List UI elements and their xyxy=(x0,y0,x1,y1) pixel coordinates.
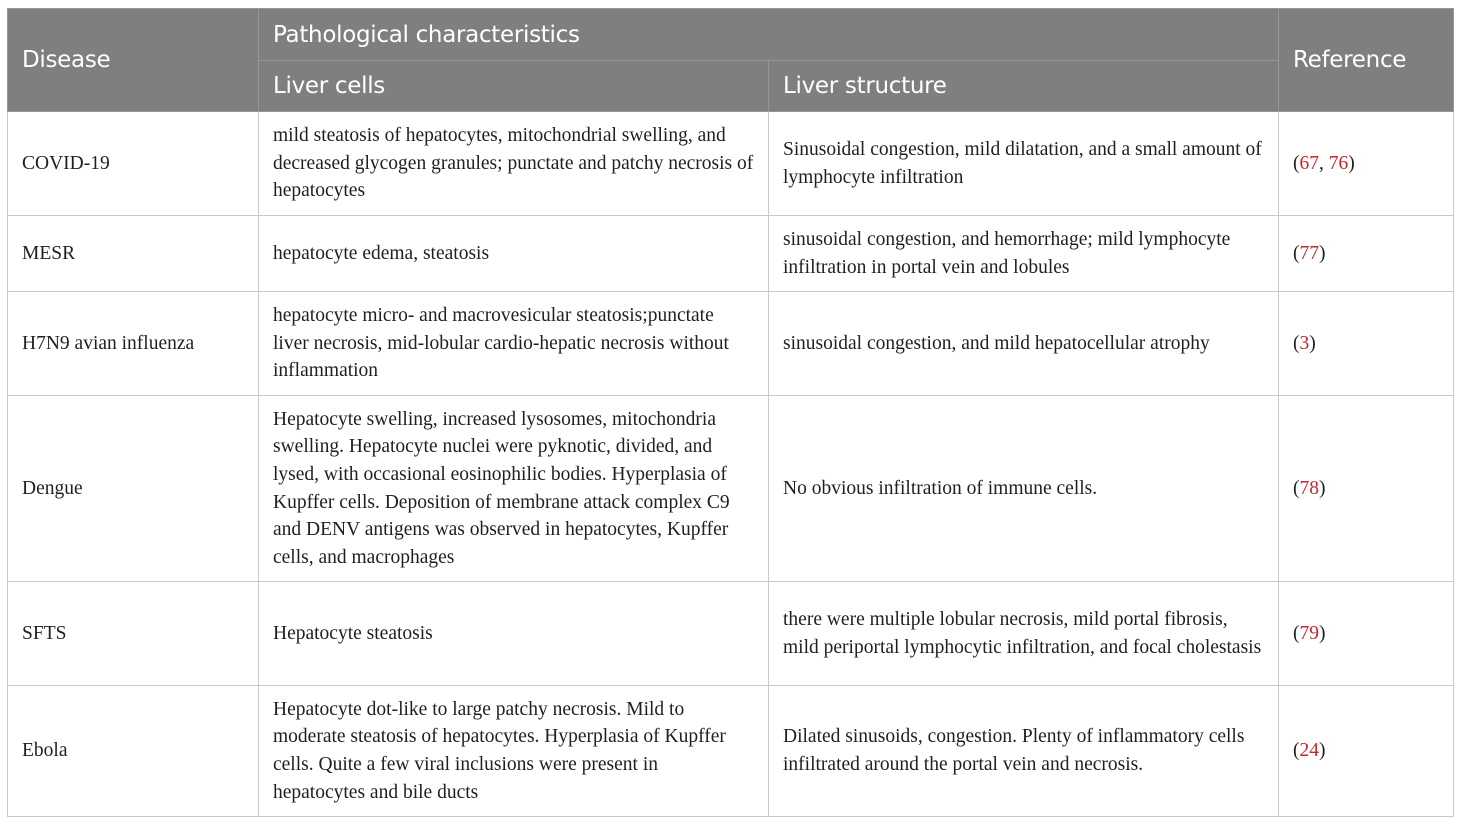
cell-disease: Ebola xyxy=(8,686,259,817)
cell-disease: MESR xyxy=(8,216,259,292)
header-reference: Reference xyxy=(1279,9,1454,112)
ref-open-paren: ( xyxy=(1293,740,1300,762)
header-row-1 xyxy=(8,9,1454,61)
cell-reference xyxy=(1279,686,1454,817)
table-row xyxy=(8,582,1454,686)
header-liver-cells: Liver cells xyxy=(259,61,769,112)
cell-liver-structure: sinusoidal congestion, and mild hepatocellular atrophy xyxy=(769,292,1279,396)
table-row xyxy=(8,112,1454,216)
pathology-table xyxy=(7,8,1454,817)
ref-open-paren: ( xyxy=(1293,152,1300,174)
cell-liver-structure: Sinusoidal congestion, mild dilatation, and a small amount of lymphocyte infiltration xyxy=(769,112,1279,216)
table-row xyxy=(8,292,1454,396)
ref-close-paren: ) xyxy=(1309,332,1316,354)
table-header xyxy=(8,9,1454,112)
cell-liver-cells: Hepatocyte swelling, increased lysosomes, mitochondria swelling. Hepatocyte nuclei were pyknotic, divided, and lysed, with occasional eosinophilic bodies. Hyperplasia of Kupffer cells. Deposition of membrane attack complex C9 and DENV antigens was observed in hepatocytes, Kupffer cells, and macrophages xyxy=(259,396,769,582)
table-body xyxy=(8,112,1454,817)
reference-link[interactable]: 67 xyxy=(1299,152,1320,174)
ref-close-paren: ) xyxy=(1319,622,1326,644)
cell-reference xyxy=(1279,582,1454,686)
cell-disease: Dengue xyxy=(8,396,259,582)
reference-link[interactable]: 76 xyxy=(1328,152,1349,174)
cell-reference xyxy=(1279,216,1454,292)
cell-liver-cells: Hepatocyte steatosis xyxy=(259,582,769,686)
table-row xyxy=(8,396,1454,582)
cell-liver-cells: hepatocyte edema, steatosis xyxy=(259,216,769,292)
ref-open-paren: ( xyxy=(1293,477,1300,499)
header-pathological-characteristics: Pathological characteristics xyxy=(259,9,1279,61)
cell-liver-structure: sinusoidal congestion, and hemorrhage; mild lymphocyte infiltration in portal vein and lobules xyxy=(769,216,1279,292)
ref-open-paren: ( xyxy=(1293,622,1300,644)
ref-close-paren: ) xyxy=(1319,242,1326,264)
cell-liver-cells: mild steatosis of hepatocytes, mitochondrial swelling, and decreased glycogen granules; punctate and patchy necrosis of hepatocytes xyxy=(259,112,769,216)
table-row xyxy=(8,686,1454,817)
ref-close-paren: ) xyxy=(1348,152,1355,174)
table-row xyxy=(8,216,1454,292)
cell-liver-cells: Hepatocyte dot-like to large patchy necrosis. Mild to moderate steatosis of hepatocytes. Hyperplasia of Kupffer cells. Quite a few viral inclusions were present in hepatocytes and bile ducts xyxy=(259,686,769,817)
ref-close-paren: ) xyxy=(1319,477,1326,499)
reference-link[interactable]: 77 xyxy=(1299,242,1320,264)
reference-link[interactable]: 78 xyxy=(1299,477,1320,499)
ref-close-paren: ) xyxy=(1319,740,1326,762)
cell-liver-structure: Dilated sinusoids, congestion. Plenty of inflammatory cells infiltrated around the portal vein and necrosis. xyxy=(769,686,1279,817)
cell-liver-structure: there were multiple lobular necrosis, mild portal fibrosis, mild periportal lymphocytic infiltration, and focal cholestasis xyxy=(769,582,1279,686)
reference-link[interactable]: 79 xyxy=(1299,622,1320,644)
reference-link[interactable]: 24 xyxy=(1299,740,1320,762)
header-liver-structure: Liver structure xyxy=(769,61,1279,112)
cell-disease: SFTS xyxy=(8,582,259,686)
cell-reference xyxy=(1279,292,1454,396)
cell-disease: COVID-19 xyxy=(8,112,259,216)
ref-open-paren: ( xyxy=(1293,332,1300,354)
cell-disease: H7N9 avian influenza xyxy=(8,292,259,396)
cell-liver-cells: hepatocyte micro- and macrovesicular steatosis;punctate liver necrosis, mid-lobular cardio-hepatic necrosis without inflammation xyxy=(259,292,769,396)
ref-separator: , xyxy=(1319,152,1329,174)
cell-liver-structure: No obvious infiltration of immune cells. xyxy=(769,396,1279,582)
ref-open-paren: ( xyxy=(1293,242,1300,264)
reference-link[interactable]: 3 xyxy=(1299,332,1310,354)
cell-reference xyxy=(1279,396,1454,582)
header-disease: Disease xyxy=(8,9,259,112)
cell-reference xyxy=(1279,112,1454,216)
